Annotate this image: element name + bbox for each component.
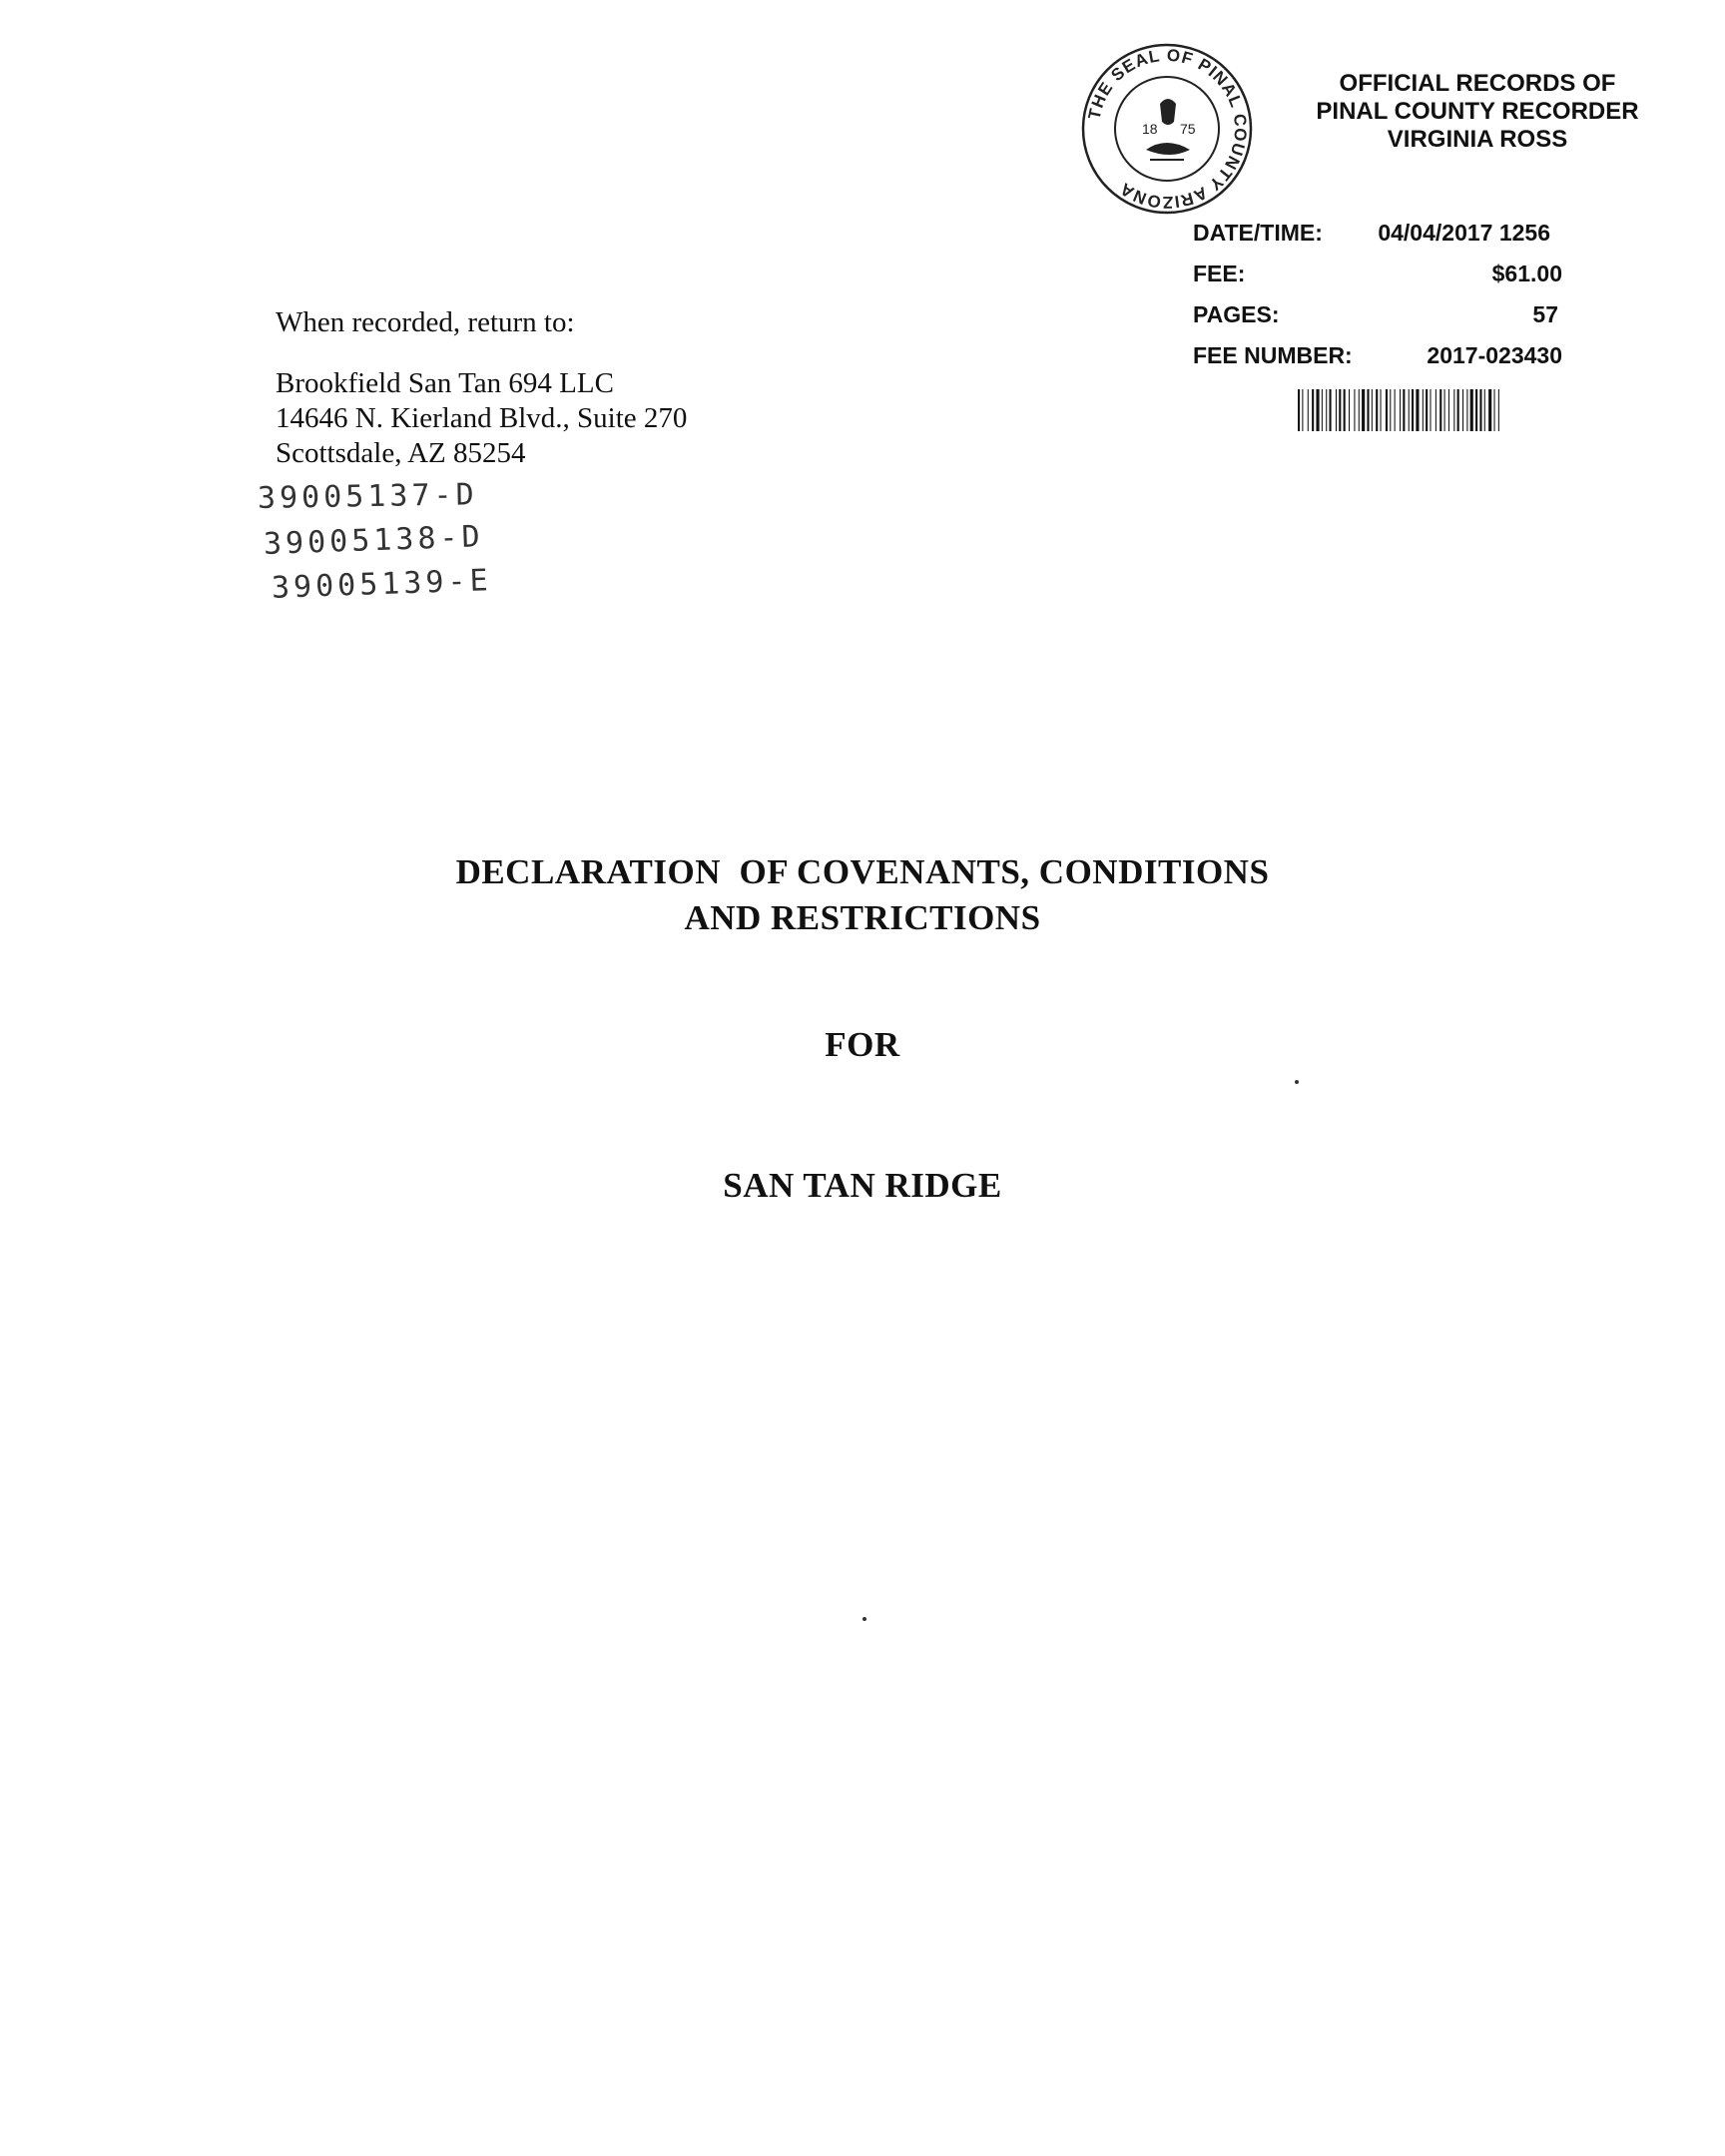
- barcode-bar: [1339, 389, 1341, 431]
- barcode-bar: [1448, 389, 1449, 431]
- return-address: [276, 305, 687, 471]
- barcode-bar: [1298, 389, 1300, 431]
- barcode-bar: [1362, 389, 1365, 431]
- parcel-number-3: 39005139-E: [271, 563, 493, 606]
- seal-year-right: 75: [1180, 121, 1196, 137]
- datetime-row: [1193, 220, 1562, 261]
- barcode-bar: [1372, 389, 1373, 431]
- scan-speck: [1295, 1080, 1299, 1084]
- fee-number-row: [1193, 342, 1562, 383]
- barcode-bar: [1354, 389, 1355, 431]
- document-title-line-1: DECLARATION OF COVENANTS, CONDITIONS: [455, 852, 1270, 891]
- barcode-bar: [1322, 389, 1323, 431]
- barcode-bar: [1308, 389, 1309, 431]
- seal-year-left: 18: [1142, 121, 1158, 137]
- barcode-bar: [1412, 389, 1414, 431]
- barcode-bar: [1367, 389, 1369, 431]
- document-title-line-2: AND RESTRICTIONS: [684, 898, 1041, 937]
- fee-number-label: FEE NUMBER:: [1193, 342, 1353, 368]
- barcode-bar: [1430, 389, 1431, 431]
- recorder-line-2: PINAL COUNTY RECORDER: [1316, 98, 1639, 125]
- return-name: Brookfield San Tan 694 LLC: [276, 367, 614, 399]
- barcode-bar: [1336, 389, 1337, 431]
- document-title-subject: SAN TAN RIDGE: [723, 1166, 1002, 1205]
- barcode: [1298, 389, 1565, 431]
- barcode-bar: [1386, 389, 1388, 431]
- barcode-bar: [1400, 389, 1401, 431]
- barcode-bar: [1484, 389, 1485, 431]
- barcode-bar: [1466, 389, 1467, 431]
- barcode-bar: [1498, 389, 1499, 431]
- barcode-bar: [1326, 389, 1327, 431]
- barcode-bar: [1439, 389, 1441, 431]
- barcode-bar: [1488, 389, 1491, 431]
- barcode-bar: [1316, 389, 1319, 431]
- barcode-bar: [1494, 389, 1495, 431]
- datetime-value: 04/04/2017 1256: [1378, 220, 1550, 246]
- datetime-label: DATE/TIME:: [1193, 220, 1323, 246]
- return-street: 14646 N. Kierland Blvd., Suite 270: [276, 402, 688, 434]
- fee-label: FEE:: [1193, 261, 1246, 286]
- pages-label: PAGES:: [1193, 301, 1280, 327]
- parcel-number-1: 39005137-D: [257, 477, 478, 517]
- barcode-bar: [1395, 389, 1396, 431]
- barcode-bar: [1359, 389, 1360, 431]
- barcode-bar: [1444, 389, 1445, 431]
- barcode-bar: [1330, 389, 1332, 431]
- scan-speck: [862, 1617, 866, 1621]
- barcode-bar: [1479, 389, 1481, 431]
- barcode-bar: [1453, 389, 1454, 431]
- barcode-bar: [1475, 389, 1477, 431]
- barcode-bar: [1416, 389, 1419, 431]
- county-seal: [1080, 42, 1254, 216]
- pages-row: [1193, 301, 1562, 342]
- barcode-bar: [1302, 389, 1303, 431]
- seal-emblem: [1160, 99, 1176, 125]
- barcode-bar: [1390, 389, 1391, 431]
- parcel-number-2: 39005138-D: [263, 519, 485, 562]
- barcode-bar: [1409, 389, 1410, 431]
- barcode-bar: [1436, 389, 1437, 431]
- return-label: When recorded, return to:: [276, 306, 575, 338]
- recording-info: [1193, 220, 1562, 383]
- barcode-bar: [1462, 389, 1463, 431]
- barcode-bar: [1403, 389, 1405, 431]
- barcode-bar: [1426, 389, 1428, 431]
- recorder-line-1: OFFICIAL RECORDS OF: [1339, 70, 1616, 97]
- barcode-bar: [1344, 389, 1346, 431]
- seal-text: THE SEAL OF PINAL COUNTY ARIZONA: [1084, 45, 1251, 213]
- fee-value: $61.00: [1491, 261, 1562, 286]
- barcode-bar: [1423, 389, 1424, 431]
- document-title-for: FOR: [825, 1025, 900, 1064]
- pages-value: 57: [1532, 301, 1558, 327]
- barcode-bar: [1381, 389, 1382, 431]
- recorder-header: [1268, 70, 1687, 154]
- handwritten-parcel-numbers: [258, 475, 492, 607]
- fee-row: [1193, 261, 1562, 301]
- barcode-bar: [1312, 389, 1314, 431]
- return-city: Scottsdale, AZ 85254: [276, 437, 526, 469]
- svg-text:THE SEAL OF PINAL COUNTY ARIZO: [1085, 46, 1251, 212]
- recorder-line-3: VIRGINIA ROSS: [1387, 126, 1568, 153]
- barcode-bar: [1349, 389, 1350, 431]
- barcode-bar: [1470, 389, 1473, 431]
- barcode-bar: [1457, 389, 1459, 431]
- fee-number-value: 2017-023430: [1427, 342, 1562, 368]
- barcode-bar: [1376, 389, 1378, 431]
